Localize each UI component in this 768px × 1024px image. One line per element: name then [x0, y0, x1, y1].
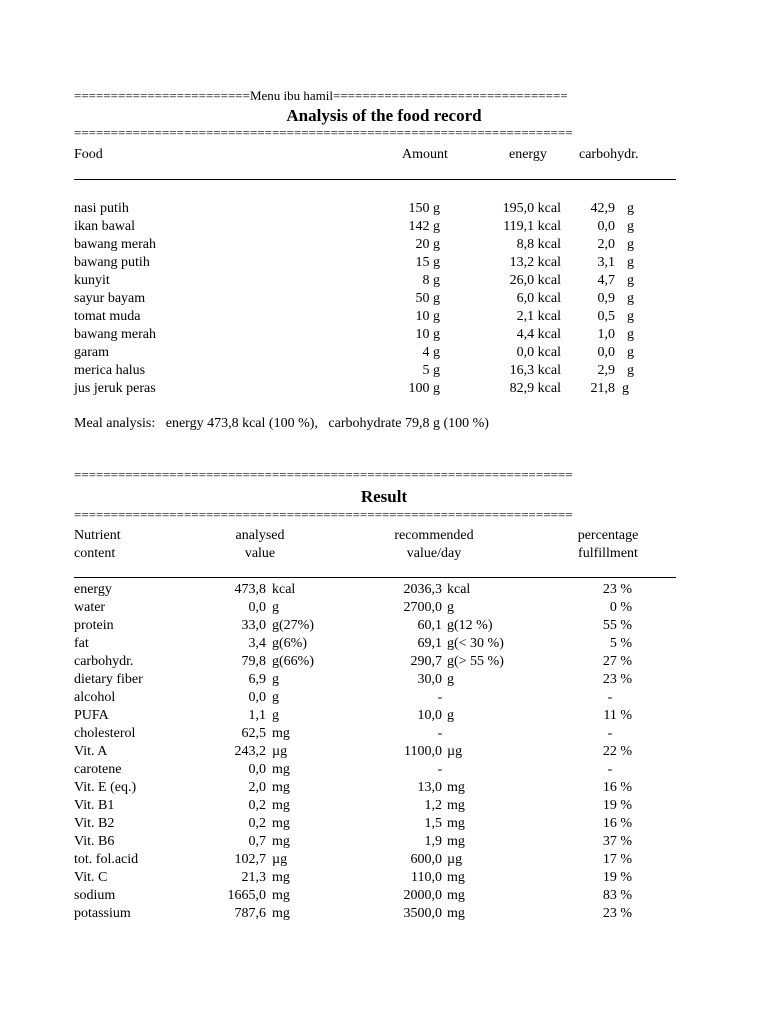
food-amount: 15 g	[415, 255, 440, 270]
food-carbohydrate-unit: g	[622, 381, 629, 396]
food-name: nasi putih	[74, 201, 129, 216]
header-carbohydrate: carbohydr.	[579, 147, 639, 162]
analysed-value: 0,0	[248, 600, 266, 615]
analysed-unit: kcal	[272, 582, 296, 597]
nutrient-name: PUFA	[74, 708, 109, 723]
meal-analysis: Meal analysis: energy 473,8 kcal (100 %), carbohydrate 79,8 g (100 %)	[74, 416, 489, 431]
analysed-value: 3,4	[248, 636, 266, 651]
recommended-value: -	[437, 726, 443, 741]
analysed-value: 33,0	[241, 618, 266, 633]
food-energy: 13,2 kcal	[509, 255, 561, 270]
analysed-value: 0,0	[248, 762, 266, 777]
nutrient-name: fat	[74, 636, 89, 651]
recommended-unit: g	[447, 600, 454, 615]
header-underline	[74, 179, 676, 180]
food-carbohydrate-unit: g	[627, 327, 634, 342]
analysed-unit: mg	[272, 906, 290, 921]
food-name: garam	[74, 345, 109, 360]
percentage-fulfillment: -	[607, 762, 613, 777]
food-row	[0, 345, 768, 363]
food-row	[0, 291, 768, 309]
percentage-fulfillment: 19 %	[602, 798, 632, 813]
recommended-value: 69,1	[417, 636, 442, 651]
percentage-fulfillment: 5 %	[609, 636, 632, 651]
food-energy: 2,1 kcal	[516, 309, 561, 324]
nutrient-name: tot. fol.acid	[74, 852, 139, 867]
percentage-fulfillment: 17 %	[602, 852, 632, 867]
double-rule: ====================================================================	[74, 127, 573, 139]
food-carbohydrate: 0,5	[597, 309, 615, 324]
result-header-percentage: percentage	[577, 528, 639, 543]
analysed-value: 0,7	[248, 834, 266, 849]
food-row	[0, 255, 768, 273]
food-energy: 6,0 kcal	[516, 291, 561, 306]
recommended-unit: µg	[447, 852, 463, 867]
food-name: tomat muda	[74, 309, 141, 324]
analysed-unit: mg	[272, 870, 290, 885]
result-double-rule-top: ====================================================================	[74, 469, 573, 481]
food-carbohydrate: 3,1	[597, 255, 615, 270]
result-header-content: content	[74, 546, 116, 561]
recommended-unit: mg	[447, 798, 465, 813]
recommended-value: 2000,0	[403, 888, 442, 903]
analysed-unit: g	[272, 708, 279, 723]
nutrient-name: sodium	[74, 888, 116, 903]
percentage-fulfillment: -	[607, 726, 613, 741]
percentage-fulfillment: 37 %	[602, 834, 632, 849]
nutrient-name: dietary fiber	[74, 672, 143, 687]
analysed-unit: µg	[272, 852, 288, 867]
food-row	[0, 309, 768, 327]
nutrient-row	[0, 618, 768, 636]
food-row	[0, 219, 768, 237]
food-name: jus jeruk peras	[74, 381, 156, 396]
analysed-unit: mg	[272, 834, 290, 849]
percentage-fulfillment: 19 %	[602, 870, 632, 885]
food-amount: 150 g	[408, 201, 440, 216]
recommended-unit: g(> 55 %)	[447, 654, 504, 669]
header-energy: energy	[509, 147, 547, 162]
nutrient-name: Vit. C	[74, 870, 108, 885]
result-header-nutrient: Nutrient	[74, 528, 121, 543]
recommended-unit: µg	[447, 744, 463, 759]
analysed-value: 473,8	[234, 582, 266, 597]
percentage-fulfillment: 11 %	[603, 708, 632, 723]
analysed-value: 0,2	[248, 816, 266, 831]
percentage-fulfillment: 23 %	[602, 582, 632, 597]
nutrient-name: alcohol	[74, 690, 116, 705]
nutrient-row	[0, 870, 768, 888]
nutrient-name: Vit. B1	[74, 798, 115, 813]
food-row	[0, 273, 768, 291]
nutrient-name: carotene	[74, 762, 122, 777]
analysed-unit: g(6%)	[272, 636, 307, 651]
food-carbohydrate-unit: g	[627, 309, 634, 324]
food-amount: 142 g	[408, 219, 440, 234]
percentage-fulfillment: 27 %	[602, 654, 632, 669]
food-carbohydrate: 0,0	[597, 219, 615, 234]
food-carbohydrate-unit: g	[627, 237, 634, 252]
menu-title-line: ========================Menu ibu hamil================================	[74, 88, 568, 103]
nutrient-row	[0, 726, 768, 744]
percentage-fulfillment: 55 %	[602, 618, 632, 633]
analysed-value: 21,3	[241, 870, 266, 885]
nutrient-row	[0, 744, 768, 762]
nutrient-name: cholesterol	[74, 726, 136, 741]
nutrient-row	[0, 816, 768, 834]
recommended-unit: mg	[447, 834, 465, 849]
nutrient-row	[0, 636, 768, 654]
analysed-value: 0,2	[248, 798, 266, 813]
food-carbohydrate: 21,8	[590, 381, 615, 396]
analysed-value: 787,6	[234, 906, 266, 921]
nutrient-row	[0, 762, 768, 780]
analysed-unit: g(66%)	[272, 654, 314, 669]
recommended-value: 600,0	[410, 852, 442, 867]
recommended-unit: mg	[447, 870, 465, 885]
recommended-value: 1,5	[424, 816, 442, 831]
food-energy: 0,0 kcal	[516, 345, 561, 360]
percentage-fulfillment: 16 %	[602, 780, 632, 795]
analysed-value: 6,9	[248, 672, 266, 687]
analysed-value: 1,1	[248, 708, 266, 723]
recommended-unit: kcal	[447, 582, 471, 597]
header-food: Food	[74, 147, 103, 162]
food-amount: 50 g	[415, 291, 440, 306]
food-name: bawang putih	[74, 255, 150, 270]
nutrient-row	[0, 672, 768, 690]
nutrient-row	[0, 708, 768, 726]
analysed-value: 79,8	[241, 654, 266, 669]
food-name: ikan bawal	[74, 219, 136, 234]
analysed-value: 62,5	[241, 726, 266, 741]
nutrient-row	[0, 834, 768, 852]
analysed-value: 243,2	[234, 744, 266, 759]
recommended-unit: mg	[447, 888, 465, 903]
result-header-value: value	[244, 546, 276, 561]
food-carbohydrate: 1,0	[597, 327, 615, 342]
analysed-unit: µg	[272, 744, 288, 759]
food-carbohydrate-unit: g	[627, 273, 634, 288]
recommended-value: 3500,0	[403, 906, 442, 921]
nutrient-row	[0, 888, 768, 906]
nutrient-name: water	[74, 600, 106, 615]
analysed-unit: mg	[272, 726, 290, 741]
food-amount: 10 g	[415, 327, 440, 342]
food-row	[0, 327, 768, 345]
food-carbohydrate: 2,9	[597, 363, 615, 378]
analysed-unit: mg	[272, 780, 290, 795]
food-carbohydrate-unit: g	[627, 363, 634, 378]
percentage-fulfillment: -	[607, 690, 613, 705]
analysed-unit: g(27%)	[272, 618, 314, 633]
food-amount: 20 g	[415, 237, 440, 252]
result-header-value-day: value/day	[406, 546, 462, 561]
recommended-value: -	[437, 762, 443, 777]
nutrient-name: Vit. A	[74, 744, 108, 759]
food-carbohydrate-unit: g	[627, 219, 634, 234]
nutrient-row	[0, 798, 768, 816]
result-header-fulfillment: fulfillment	[578, 546, 638, 561]
nutrient-row	[0, 690, 768, 708]
food-carbohydrate: 0,9	[597, 291, 615, 306]
food-amount: 4 g	[422, 345, 440, 360]
food-carbohydrate: 2,0	[597, 237, 615, 252]
nutrient-row	[0, 582, 768, 600]
nutrient-row	[0, 906, 768, 924]
food-carbohydrate: 0,0	[597, 345, 615, 360]
food-name: bawang merah	[74, 237, 157, 252]
percentage-fulfillment: 22 %	[602, 744, 632, 759]
nutrient-row	[0, 852, 768, 870]
food-carbohydrate-unit: g	[627, 201, 634, 216]
nutrient-name: carbohydr.	[74, 654, 134, 669]
page-title: Analysis of the food record	[286, 106, 482, 125]
recommended-value: 2036,3	[403, 582, 442, 597]
recommended-value: 2700,0	[403, 600, 442, 615]
analysed-value: 2,0	[248, 780, 266, 795]
food-energy: 4,4 kcal	[516, 327, 561, 342]
food-carbohydrate: 42,9	[590, 201, 615, 216]
food-name: sayur bayam	[74, 291, 146, 306]
food-name: bawang merah	[74, 327, 157, 342]
nutrient-row	[0, 600, 768, 618]
nutrient-name: Vit. B2	[74, 816, 115, 831]
food-row	[0, 363, 768, 381]
analysed-unit: g	[272, 690, 279, 705]
food-row	[0, 237, 768, 255]
percentage-fulfillment: 23 %	[602, 672, 632, 687]
nutrient-name: Vit. E (eq.)	[74, 780, 137, 795]
recommended-unit: mg	[447, 780, 465, 795]
percentage-fulfillment: 23 %	[602, 906, 632, 921]
percentage-fulfillment: 0 %	[609, 600, 632, 615]
recommended-unit: g(< 30 %)	[447, 636, 504, 651]
food-amount: 8 g	[422, 273, 440, 288]
recommended-value: 290,7	[410, 654, 442, 669]
food-name: merica halus	[74, 363, 146, 378]
recommended-value: 110,0	[411, 870, 442, 885]
nutrient-name: protein	[74, 618, 114, 633]
recommended-unit: g	[447, 672, 454, 687]
analysed-unit: mg	[272, 762, 290, 777]
result-header-recommended: recommended	[394, 528, 474, 543]
nutrient-row	[0, 654, 768, 672]
nutrient-name: energy	[74, 582, 112, 597]
nutrient-row	[0, 780, 768, 798]
analysed-value: 0,0	[248, 690, 266, 705]
food-amount: 5 g	[422, 363, 440, 378]
food-amount: 10 g	[415, 309, 440, 324]
food-row	[0, 201, 768, 219]
food-amount: 100 g	[408, 381, 440, 396]
recommended-unit: mg	[447, 816, 465, 831]
food-energy: 119,1 kcal	[503, 219, 561, 234]
analysed-value: 1665,0	[227, 888, 266, 903]
recommended-value: 10,0	[417, 708, 442, 723]
food-carbohydrate-unit: g	[627, 345, 634, 360]
recommended-unit: g(12 %)	[447, 618, 493, 633]
recommended-value: 1,9	[424, 834, 442, 849]
nutrient-name: potassium	[74, 906, 131, 921]
analysed-value: 102,7	[234, 852, 266, 867]
header-amount: Amount	[402, 147, 448, 162]
food-name: kunyit	[74, 273, 110, 288]
nutrient-name: Vit. B6	[74, 834, 115, 849]
recommended-unit: g	[447, 708, 454, 723]
food-carbohydrate: 4,7	[597, 273, 615, 288]
food-carbohydrate-unit: g	[627, 291, 634, 306]
analysed-unit: g	[272, 600, 279, 615]
food-energy: 16,3 kcal	[509, 363, 561, 378]
food-energy: 82,9 kcal	[509, 381, 561, 396]
recommended-unit: mg	[447, 906, 465, 921]
recommended-value: -	[437, 690, 443, 705]
analysed-unit: mg	[272, 888, 290, 903]
result-header-underline	[74, 577, 676, 578]
analysed-unit: mg	[272, 798, 290, 813]
result-double-rule-bottom: ====================================================================	[74, 509, 573, 521]
result-header-analysed: analysed	[235, 528, 285, 543]
food-carbohydrate-unit: g	[627, 255, 634, 270]
food-energy: 26,0 kcal	[509, 273, 561, 288]
recommended-value: 1100,0	[404, 744, 442, 759]
percentage-fulfillment: 16 %	[602, 816, 632, 831]
food-row	[0, 381, 768, 399]
recommended-value: 60,1	[417, 618, 442, 633]
food-energy: 195,0 kcal	[502, 201, 561, 216]
analysed-unit: g	[272, 672, 279, 687]
food-energy: 8,8 kcal	[516, 237, 561, 252]
analysed-unit: mg	[272, 816, 290, 831]
percentage-fulfillment: 83 %	[602, 888, 632, 903]
recommended-value: 13,0	[417, 780, 442, 795]
recommended-value: 30,0	[417, 672, 442, 687]
recommended-value: 1,2	[424, 798, 442, 813]
result-title: Result	[360, 487, 408, 506]
